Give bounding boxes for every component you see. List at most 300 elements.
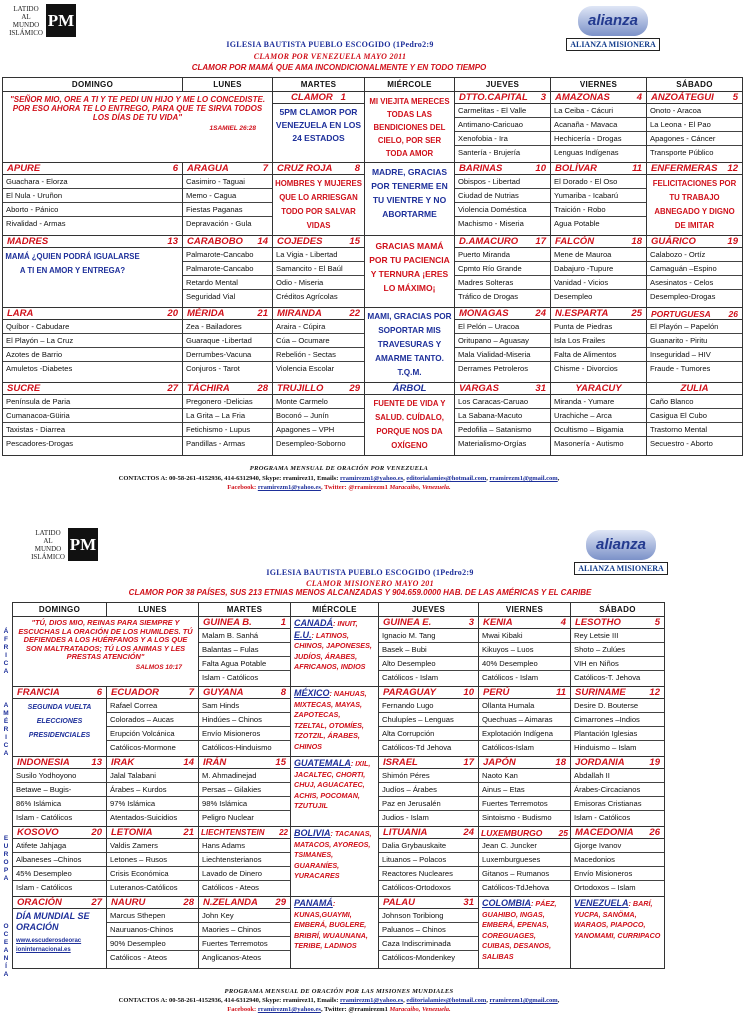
prayer-item: Apagones – VPH [273,423,364,437]
cell-text: 22 [279,828,288,837]
cell-text: TRUJILLO [277,383,324,394]
prayer-item: Desempleo [554,292,593,301]
cell-text: 28 [257,383,268,394]
day-heading [379,617,478,629]
prayer-item: La Ceiba - Cácuri [551,104,646,118]
day-cell [379,757,479,827]
prayer-item: La Grita – La Fria [183,409,272,423]
prayer-item: Plantación Iglesias [571,727,664,741]
day-heading [13,827,106,839]
email-link[interactable]: editorialamies@hotmail.com [406,997,487,1004]
prayer-item: 86% Islámica [13,797,106,811]
day-heading [479,617,570,629]
cell-text: ORACIÓN [17,897,62,908]
prayer-item: Punta de Piedras [551,320,646,334]
prayer-item: Inseguridad – HIV [647,348,742,362]
prayer-item: Taxistas - Diarrea [3,423,182,437]
cell-text: ECUADOR [111,687,160,698]
alianza-logo [574,530,668,575]
prayer-item: Samancito - El Baúl [273,262,364,276]
cell-text: : KUNAS,GUAYMI, EMBERÁ, BUGLERE, BRIBRÍ, WUAUNANA, TERIBE, LADINOS [294,899,368,950]
missions-grid [12,602,665,969]
prayer-item: Obispos - Libertad [455,175,550,189]
day-heading [13,687,106,699]
prayer-item [571,897,664,942]
day-cell [273,308,365,383]
cell-text: 18 [555,757,566,768]
prayer-item: Acanaña - Mavaca [551,118,646,132]
cell-text: PALAU [383,897,416,908]
prayer-item: Explotación Indígena [479,727,570,741]
cell-text: E.U. [294,629,312,640]
prayer-item: Envío Misioneros [571,867,664,881]
prayer-item: 40% Desempleo [479,657,570,671]
cell-text: YARACUY [575,383,622,394]
day-heading [479,757,570,769]
prayer-item: Agua Potable [554,219,600,228]
prayer-item: Gitanos – Rumanos [479,867,570,881]
cell-text: MÉRIDA [187,308,225,319]
cell-text: 15 [275,757,286,768]
facebook-link[interactable]: rramirezm1@yahoo.es [257,484,321,491]
email-link[interactable]: rramirezm1@yahoo.es [339,475,404,482]
prayer-item: Persas – Gilakies [199,783,290,797]
prayer-item: La Leona - El Pao [647,118,742,132]
prayer-item: Créditos Agrícolas [276,292,338,301]
footer-text: CONTACTOS A: 00-58-261-4152936, 414-6312940, Skype: rramirez11, Emails: [118,997,339,1004]
day-cell [647,308,743,383]
prayer-item: Yumariba - Icabarú [551,189,646,203]
prayer-item: Conjuros - Tarot [186,364,240,373]
cell-text: LUXEMBURGO [481,827,543,838]
cell-text: 5 [654,617,660,628]
day-cell [647,236,743,308]
prayer-item: Luteranos-Católicos [110,883,178,892]
prayer-item: Crisis Económica [107,867,198,881]
prayer-item: La Vigia - Libertad [273,248,364,262]
prayer-item: Dalia Grybauskaite [379,839,478,853]
email-link[interactable]: rramirezm1@gmail.com [489,997,558,1004]
cell-text: 29 [275,897,286,908]
region-label-america: A M É R I C A [3,702,9,757]
day-cell [455,236,551,308]
cell-text: 13 [91,757,102,768]
day-heading [647,236,742,248]
prayer-item: Católicos-T. Jehova [574,673,641,682]
day-domingo: DOMINGO [13,603,107,617]
alianza-logo [566,6,660,51]
prayer-item: Apagones - Cáncer [647,132,742,146]
calendar-grid [2,77,743,456]
prayer-item: Católicos - Ateos [110,953,167,962]
cell-text: COJEDES [277,236,323,247]
day-heading [379,897,478,909]
prayer-item: Fuertes Terremotos [199,937,290,951]
day-heading [455,163,550,175]
day-cell [455,92,551,163]
region-label-africa: Á F R I C A [3,628,9,675]
footer [0,988,678,1013]
prayer-item: Jalal Talabani [107,769,198,783]
week-row [13,827,665,897]
cell-text: CRUZ ROJA [277,163,333,174]
prayer-item: Santería - Brujería [458,148,521,157]
footer-text: Maracaibo, Venezuela. [389,1006,451,1013]
day-heading [183,308,272,320]
day-heading [647,383,742,395]
prayer-item: MAMÁ ¿QUIEN PODRÁ IGUALARSE A TI EN AMOR Y ENTREGA? [5,252,140,275]
prayer-item: Católicos - Islam [482,673,539,682]
prayer-item: 98% Islámica [199,797,290,811]
prayer-item: Pescadores-Drogas [6,439,74,448]
day-note: MI VIEJITA MERECES TODAS LAS BENDICIONES DEL CIELO, POR SER TODA AMOR [369,97,450,158]
day-heading [479,687,570,699]
prayer-item: Emisoras Cristianas [571,797,664,811]
week-row [13,617,665,687]
cell-text: INDONESIA [17,757,70,768]
cell-text: 27 [91,897,102,908]
day-cell [199,757,291,827]
day-cell [551,308,647,383]
prayer-item: Chulupíes – Lenguas [379,713,478,727]
cell-text: D.AMACURO [459,236,519,247]
day-heading [551,236,646,248]
prayer-item: Católicos-Mormone [110,743,176,752]
prayer-item: Calabozo - Ortíz [647,248,742,262]
prayer-item: Cpmto Río Grande [455,262,550,276]
day-heading [199,757,290,769]
email-link[interactable]: rramirezm1@yahoo.es [339,997,404,1004]
prayer-item: Fetichismo - Lupus [183,423,272,437]
day-cell [13,757,107,827]
cell-text: BARINAS [459,163,503,174]
prayer-item: Madres Solteras [455,276,550,290]
prayer-item: MAMI, GRACIAS POR SOPORTAR MIS TRAVESURAS Y AMARME TANTO. T.Q.M. [367,312,452,377]
prayer-item: Letones – Rusos [107,853,198,867]
day-cell [647,383,743,456]
cell-text: GUINEA E. [383,617,432,628]
cell-text: MIRANDA [277,308,322,319]
day-heading [3,383,182,395]
cell-text: ÁRBOL [392,383,427,394]
cell-text: SUCRE [7,383,41,394]
prayer-item: Boconó – Junín [273,409,364,423]
cell-text: CANADÁ [294,618,333,628]
contacts-line: CONTACTOS A: 00-58-261-4152936, 414-6312940, Skype: rramirez11, Emails: rramirezm1@yahoo.es, editorialamies@hotmail.com, rramirezm1@gmail.com, [118,475,560,482]
prayer-item: Shimón Péres [379,769,478,783]
prayer-item: Desempleo-Soborno [276,439,346,448]
cell-text: FRANCIA [17,687,60,698]
footer-title: PROGRAMA MENSUAL DE ORACIÓN POR LAS MISIONES MUNDIALES [224,988,454,995]
day-cell [291,757,379,827]
week-row [3,308,743,383]
cell-text: ANZOÁTEGUI [651,92,714,103]
prayer-item: SEGUNDA VUELTA ELECCIONES PRESIDENCIALES [27,704,92,739]
day-heading [107,897,198,909]
cell-text: ARAGUA [187,163,229,174]
cell-text: LITUANIA [383,827,428,838]
prayer-item: Guachara - Elorza [3,175,182,189]
cell-text: 24 [463,827,474,838]
week-row [3,236,743,308]
prayer-item: Johnson Toribiong [379,909,478,923]
cell-text: KOSOVO [17,827,59,838]
day-cell [3,236,183,308]
prayer-item: Paluanos – Chinos [379,923,478,937]
social-line [0,484,678,491]
prayer-item: Derrumbes-Vacuna [183,348,272,362]
day-note: 5PM CLAMOR POR VENEZUELA EN LOS 24 ESTADOS [275,107,362,143]
cell-text: 7 [188,687,194,698]
verse-cell [3,92,273,163]
cell-text: : LATINOS, CHINOS, JAPONESES, JUDÍOS, ÁRABES, AFRICANOS, INDIOS [294,630,372,671]
day-cell [379,827,479,897]
prayer-item: Camaguán –Espino [647,262,742,276]
day-heading [273,236,364,248]
day-heading [647,92,742,104]
day-cell [199,827,291,897]
cell-text: 12 [727,163,738,174]
prayer-item: Palmarote-Cancabo [183,262,272,276]
day-cell [107,897,199,969]
prayer-item: Retardo Mental [183,276,272,290]
prayer-item: Alto Desempleo [379,657,478,671]
facebook-link[interactable]: rramirezm1@yahoo.es [257,1006,321,1013]
prayer-item: 90% Desempleo [107,937,198,951]
week-row [3,383,743,456]
day-cell [571,897,665,969]
day-heading [273,163,364,175]
cell-text: PANAMÁ [294,898,333,908]
prayer-item: Ainus – Etas [479,783,570,797]
day-viernes: VIERNES [551,78,647,92]
verse-reference: SALMOS 10:17 [135,663,182,671]
prayer-item: Hinduismo – Islam [574,743,637,752]
prayer-item [291,757,378,813]
prayer-item [291,827,378,883]
prayer-item: Reactores Nucleares [379,867,478,881]
prayer-item: Asesinatos - Celos [647,276,742,290]
pm-logo-mark: PM [46,4,76,37]
day-cell [107,687,199,757]
prayer-item: DÍA MUNDIAL SE ORACIÓN [16,911,90,932]
weekday-header [3,78,743,92]
day-heading [273,92,364,104]
prayer-item: Fuertes Terremotos [479,797,570,811]
day-miercoles: MIÉRCOLE [365,78,455,92]
day-cell [199,687,291,757]
day-cell [183,308,273,383]
prayer-item: Islam - Católicos [202,673,259,682]
cell-text: GUINEA B. [203,617,252,628]
prayer-item: Valdis Zamers [107,839,198,853]
prayer-item: Liechtensterianos [199,853,290,867]
prayer-item: Betawe – Bugis- [13,783,106,797]
day-cell [3,308,183,383]
day-heading [183,163,272,175]
cell-text: : NAHUAS, MIXTECAS, MAYAS, ZAPOTECAS, TZELTAL, OTOMÍES, TZOTZIL, ÁRABES, CHINOS [294,689,367,751]
cell-text: N.ZELANDA [203,897,258,908]
prayer-item: Amuletos -Diabetes [6,364,73,373]
cell-text: IRAK [111,757,135,768]
day-heading [551,163,646,175]
prayer-item: Envío Misioneros [199,727,290,741]
cell-text: 11 [556,687,566,698]
week-row [3,163,743,236]
day-jueves: JUEVES [379,603,479,617]
prayer-item: El Nula - Uruñon [3,189,182,203]
prayer-item: FUENTE DE VIDA Y SALUD. CUÍDALO, PORQUE NOS DA OXÍGENO [373,399,446,450]
prayer-item: Vanidad - Vicios [551,276,646,290]
cell-text: ENFERMERAS [651,163,718,174]
prayer-item: Basek – Bubi [379,643,478,657]
prayer-item: Malam B. Sanhá [199,629,290,643]
cell-text: 6 [96,687,102,698]
prayer-item: El Pelón – Uracoa [455,320,550,334]
day-cell [647,163,743,236]
prayer-item: El Dorado - El Oso [551,175,646,189]
day-martes: MARTES [273,78,365,92]
cell-text: FALCÓN [555,236,595,247]
prayer-item: El Playón – Papelón [647,320,742,334]
day-cell [13,687,107,757]
day-cell [479,827,571,897]
day-cell [479,897,571,969]
prayer-item [479,897,570,963]
email-link[interactable]: editorialamies@hotmail.com [406,475,487,482]
prayer-item: Azotes de Barrio [3,348,182,362]
cell-text: KENIA [483,617,513,628]
day-heading [13,897,106,909]
cell-text: MONAGAS [459,308,509,319]
prayer-item: Alta Corrupción [379,727,478,741]
footer-text: , Twitter: @rramirezm1 [320,484,388,491]
cell-text: VARGAS [459,383,499,394]
prayer-item: Naoto Kan [479,769,570,783]
prayer-item: Fraude - Tumores [650,364,711,373]
calendar-title: CLAMOR POR VENEZUELA MAYO 2011 [253,52,407,61]
day-cell [379,897,479,969]
prayer-item: Católicos-Ortodoxos [382,883,451,892]
prayer-item: Marcus Sthepen [107,909,198,923]
day-cell [291,617,379,687]
prayer-item: Hans Adams [199,839,290,853]
day-cell [571,617,665,687]
day-heading [455,236,550,248]
cell-text: IRÁN [203,757,227,768]
prayer-item: Balantas – Fulas [199,643,290,657]
prayer-item: 97% Islámica [107,797,198,811]
prayer-item: Zea - Bailadores [183,320,272,334]
pm-logo [8,4,76,37]
prayer-item: Violencia Escolar [276,364,335,373]
region-label-oceania: O C E A N Í A [3,923,9,978]
prayer-item: Falta Agua Potable [199,657,290,671]
cell-text: 13 [167,236,178,247]
cell-text: 27 [167,383,178,394]
day-heading [455,92,550,104]
prayer-item: Transporte Público [650,148,714,157]
prayer-item: Falta de Alimentos [551,348,646,362]
prayer-item: Depravación - Gula [186,219,252,228]
weekday-header [13,603,665,617]
day-heading [107,757,198,769]
prayer-item: Shoto – Zulúes [571,643,664,657]
cell-text: 19 [727,236,738,247]
cell-text: 3 [468,617,474,628]
cell-text: 15 [349,236,360,247]
cell-text: GUÁRICO [651,236,696,247]
prayer-item: Atifete Jahjaga [13,839,106,853]
cell-text: PORTUGUESA [651,308,711,319]
prayer-item: Católicos-Hinduismo [202,743,272,752]
day-cell [571,757,665,827]
website-link[interactable]: www.escuderosdeorac ioninternacional.es [16,938,82,953]
prayer-item: Onoto - Aracoa [647,104,742,118]
footer-text: Maracaibo, Venezuela. [389,484,451,491]
prayer-item: Ocultismo – Bigamia [551,423,646,437]
email-link[interactable]: rramirezm1@gmail.com [489,475,558,482]
day-cell [551,92,647,163]
prayer-item: Odio - Miseria [273,276,364,290]
prayer-item: Jean C. Juncker [479,839,570,853]
day-cell [291,687,379,757]
prayer-item: Cúa – Ocumare [273,334,364,348]
prayer-item: HOMBRES Y MUJERES QUE LO ARRIESGAN TODO POR SALVAR VIDAS [275,179,362,230]
prayer-item: Erupción Volcánica [107,727,198,741]
cell-text: 22 [349,308,360,319]
cell-text: 26 [728,308,738,319]
day-heading [199,617,290,629]
cell-text: CARABOBO [187,236,243,247]
venezuela-calendar [0,0,738,500]
day-cell [479,687,571,757]
alianza-logo-mark: alianza [578,6,648,36]
day-heading [571,757,664,769]
day-cell [365,383,455,456]
prayer-item: Luxemburgueses [479,853,570,867]
day-heading [647,308,742,320]
prayer-item: Ciudad de Nutrias [455,189,550,203]
day-heading [183,236,272,248]
day-cell [291,827,379,897]
prayer-item: Guaraque -Libertad [183,334,272,348]
prayer-item: Islam - Católicos [16,883,73,892]
alianza-logo-mark: alianza [586,530,656,560]
day-cell [199,897,291,969]
day-cell [183,236,273,308]
day-cell [551,383,647,456]
prayer-item: FELICITACIONES POR TU TRABAJO ABNEGADO Y DIGNO DE IMITAR [652,179,737,230]
cell-text: ZULIA [680,383,709,394]
prayer-item: Caza Indiscriminada [379,937,478,951]
prayer-item: Católicos-Td Jehova [382,743,452,752]
day-heading [455,308,550,320]
page-header [160,568,580,588]
week-row [13,897,665,969]
prayer-item: Desire D. Bouterse [571,699,664,713]
day-heading [3,236,182,248]
cell-text: GUYANA [203,687,244,698]
day-cell [13,897,107,969]
cell-text: 7 [262,163,268,174]
day-cell [107,757,199,827]
cell-text: 14 [183,757,194,768]
day-miercoles: MIÉRCOLE [291,603,379,617]
social-line [0,1006,678,1013]
day-domingo: DOMINGO [3,78,183,92]
cell-text: 21 [257,308,268,319]
